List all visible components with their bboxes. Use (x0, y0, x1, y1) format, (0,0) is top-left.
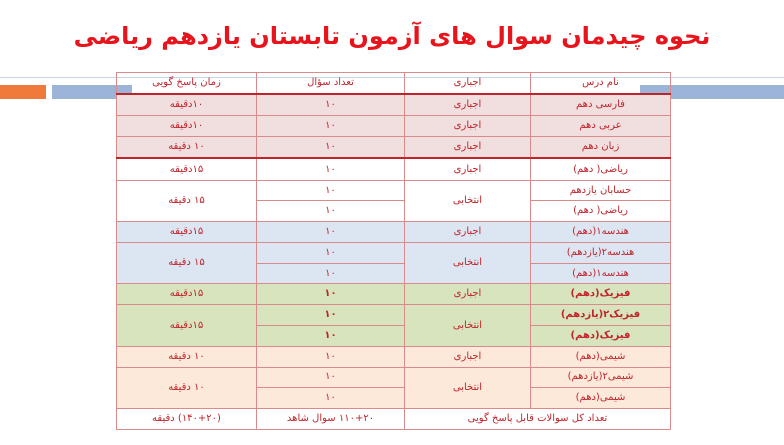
subject-cell: شیمی۲(یازدهم) (531, 367, 671, 388)
subject-cell: فارسی دهم (531, 94, 671, 116)
subject-cell: حسابان یازدهم (531, 180, 671, 201)
table-header-row (117, 73, 671, 95)
page-title: نحوه چیدمان سوال های آزمون تابستان یازدهم ریاضی (73, 22, 711, 50)
type-cell: اجباری (405, 346, 531, 367)
count-cell: ۱۰ (257, 242, 405, 263)
table-row (117, 137, 671, 159)
exam-schedule-table (116, 72, 671, 430)
time-cell: ۱۰ دقیقه (117, 367, 257, 409)
count-cell: ۱۰ (257, 326, 405, 347)
table-row (117, 158, 671, 180)
type-cell: اجباری (405, 137, 531, 159)
type-cell: اجباری (405, 116, 531, 137)
subject-cell: هندسه۱(دهم) (531, 222, 671, 243)
subject-cell: زبان دهم (531, 137, 671, 159)
header-count: تعداد سؤال (257, 73, 405, 95)
count-cell: ۱۰ (257, 346, 405, 367)
total-time: (۱۴۰+۲۰) دقیقه (117, 409, 257, 430)
type-cell: انتخابی (405, 367, 531, 409)
subject-cell: هندسه۲(یازدهم) (531, 242, 671, 263)
table-row (117, 346, 671, 367)
time-cell: ۱۵دقیقه (117, 284, 257, 305)
time-cell: ۱۵دقیقه (117, 305, 257, 347)
count-cell: ۱۰ (257, 263, 405, 284)
table-row (117, 305, 671, 326)
subject-cell: ریاضی( دهم) (531, 201, 671, 222)
type-cell: اجباری (405, 158, 531, 180)
type-cell: اجباری (405, 222, 531, 243)
count-cell: ۱۰ (257, 284, 405, 305)
subject-cell: ریاضی( دهم) (531, 158, 671, 180)
subject-cell: فیزیک(دهم) (531, 326, 671, 347)
total-row (117, 409, 671, 430)
count-cell: ۱۰ (257, 116, 405, 137)
type-cell: انتخابی (405, 242, 531, 284)
count-cell: ۱۰ (257, 180, 405, 201)
time-cell: ۱۰ دقیقه (117, 137, 257, 159)
count-cell: ۱۰ (257, 388, 405, 409)
orange-accent-bar (0, 85, 46, 99)
count-cell: ۱۰ (257, 367, 405, 388)
table-row (117, 94, 671, 116)
table-row (117, 367, 671, 388)
type-cell: انتخابی (405, 180, 531, 222)
time-cell: ۱۵دقیقه (117, 222, 257, 243)
count-cell: ۱۰ (257, 305, 405, 326)
count-cell: ۱۰ (257, 201, 405, 222)
subject-cell: شیمی(دهم) (531, 388, 671, 409)
subject-cell: فیزیک(دهم) (531, 284, 671, 305)
header-time: زمان پاسخ گویی (117, 73, 257, 95)
subject-cell: شیمی(دهم) (531, 346, 671, 367)
subject-cell: فیزیک۲(یازدهم) (531, 305, 671, 326)
time-cell: ۱۵ دقیقه (117, 180, 257, 222)
table-row (117, 242, 671, 263)
total-count: ۱۱۰+۲۰ سوال شاهد (257, 409, 405, 430)
count-cell: ۱۰ (257, 94, 405, 116)
time-cell: ۱۰ دقیقه (117, 346, 257, 367)
time-cell: ۱۵دقیقه (117, 158, 257, 180)
table-row (117, 180, 671, 201)
subject-cell: عربی دهم (531, 116, 671, 137)
time-cell: ۱۵ دقیقه (117, 242, 257, 284)
type-cell: اجباری (405, 284, 531, 305)
count-cell: ۱۰ (257, 137, 405, 159)
count-cell: ۱۰ (257, 158, 405, 180)
table-row (117, 222, 671, 243)
table-row (117, 116, 671, 137)
type-cell: انتخابی (405, 305, 531, 347)
count-cell: ۱۰ (257, 222, 405, 243)
time-cell: ۱۰دقیقه (117, 116, 257, 137)
subject-cell: هندسه۱(دهم) (531, 263, 671, 284)
total-label: تعداد کل سوالات قابل پاسخ گویی (405, 409, 671, 430)
header-type: اجباری (405, 73, 531, 95)
header-subject: نام درس (531, 73, 671, 95)
table-row (117, 284, 671, 305)
type-cell: اجباری (405, 94, 531, 116)
time-cell: ۱۰دقیقه (117, 94, 257, 116)
